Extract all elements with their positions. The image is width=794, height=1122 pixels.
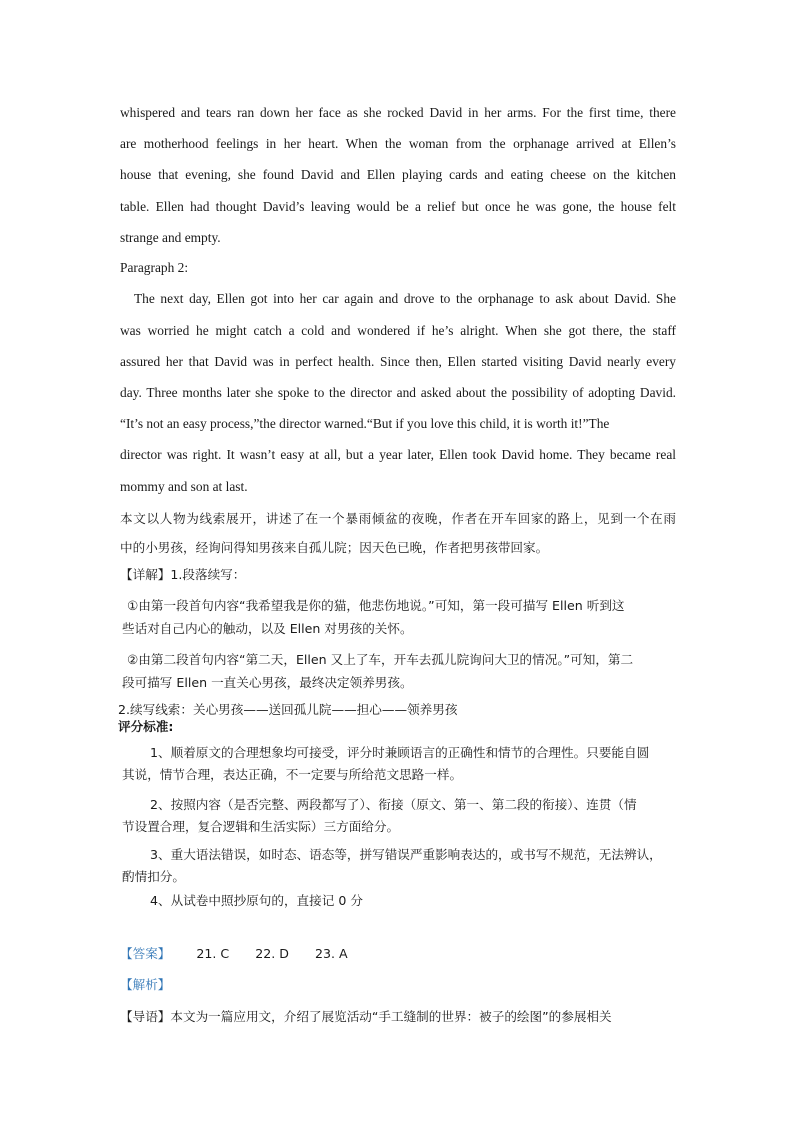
criteria-item: 1、顺着原文的合理想象均可接受，评分时兼顾语言的正确性和情节的合理性。只要能自圆 — [150, 745, 650, 760]
story-p2-line: “It’s not an easy process,”the director warned.“But if you love this child, it is worth it!”The — [120, 416, 610, 431]
explain-label: 【解析】 — [120, 977, 171, 992]
point-1-line: ①由第一段首句内容“我希望我是你的猫，他悲伤地说。”可知，第一段可描写 Ellen 听到这 — [127, 598, 625, 613]
story-p2-line: The next day, Ellen got into her car again and drove to the orphanage to ask about David. She — [134, 291, 676, 306]
guide-text: 本文为一篇应用文，介绍了展览活动“手工缝制的世界：被子的绘图”的参展相关 — [170, 1009, 612, 1024]
guide-label: 【导语】 — [120, 1009, 171, 1024]
detail-heading: 【详解】1.段落续写： — [120, 567, 246, 582]
answer-item: 21. C — [196, 946, 230, 961]
story-p1-line: table. Ellen had thought David’s leaving would be a relief but once he was gone, the house felt — [120, 199, 676, 214]
criteria-item: 3、重大语法错误，如时态、语态等，拼写错误严重影响表达的，或书写不规范，无法辨认， — [150, 847, 662, 862]
summary-line: 中的小男孩，经询问得知男孩来自孤儿院；因天色已晚，作者把男孩带回家。 — [120, 540, 549, 555]
answer-label: 【答案】 — [120, 946, 171, 961]
answer-line — [120, 945, 676, 963]
criteria-item: 其说，情节合理，表达正确，不一定要与所给范文思路一样。 — [122, 767, 463, 782]
story-p1-line: house that evening, she found David and Ellen playing cards and eating cheese on the kitchen — [120, 167, 676, 182]
criteria-item: 节设置合理，复合逻辑和生活实际）三方面给分。 — [122, 819, 400, 834]
paragraph-2-label: Paragraph 2: — [120, 260, 189, 275]
story-p1-line: are motherhood feelings in her heart. When the woman from the orphanage arrived at Ellen’s — [120, 136, 676, 151]
story-p2-line: was worried he might catch a cold and wondered if he’s alright. When she got there, the staff — [120, 323, 676, 338]
point-1-line: 些话对自己内心的触动，以及 Ellen 对男孩的关怀。 — [122, 621, 413, 636]
summary-line: 本文以人物为线索展开，讲述了在一个暴雨倾盆的夜晚，作者在开车回家的路上，见到一个在雨 — [120, 511, 676, 526]
criteria-item: 酌情扣分。 — [122, 869, 185, 884]
criteria-item: 4、从试卷中照抄原句的，直接记 0 分 — [150, 893, 363, 908]
clue-line: 2.续写线索：关心男孩——送回孤儿院——担心——领养男孩 — [118, 702, 458, 717]
guide-line — [120, 1008, 676, 1026]
answer-item: 23. A — [314, 946, 348, 961]
point-2-line: 段可描写 Ellen 一直关心男孩，最终决定领养男孩。 — [122, 675, 413, 690]
answer-item: 22. D — [255, 946, 289, 961]
story-p2-line: day. Three months later she spoke to the director and asked about the possibility of adopting David. — [120, 385, 676, 400]
story-p2-line: assured her that David was in perfect health. Since then, Ellen started visiting David nearly every — [120, 354, 676, 369]
story-p1-line: strange and empty. — [120, 230, 221, 245]
story-p2-line: director was right. It wasn’t easy at all, but a year later, Ellen took David home. They became real — [120, 447, 676, 462]
story-p1-line: whispered and tears ran down her face as she rocked David in her arms. For the first time, there — [120, 105, 676, 120]
point-2-line: ②由第二段首句内容“第二天，Ellen 又上了车，开车去孤儿院询问大卫的情况。”可知，第二 — [127, 652, 634, 667]
criteria-item: 2、按照内容（是否完整、两段都写了）、衔接（原文、第一、第二段的衔接）、连贯（情 — [150, 797, 637, 812]
story-p2-line: mommy and son at last. — [120, 479, 248, 494]
criteria-title: 评分标准: — [118, 719, 174, 734]
